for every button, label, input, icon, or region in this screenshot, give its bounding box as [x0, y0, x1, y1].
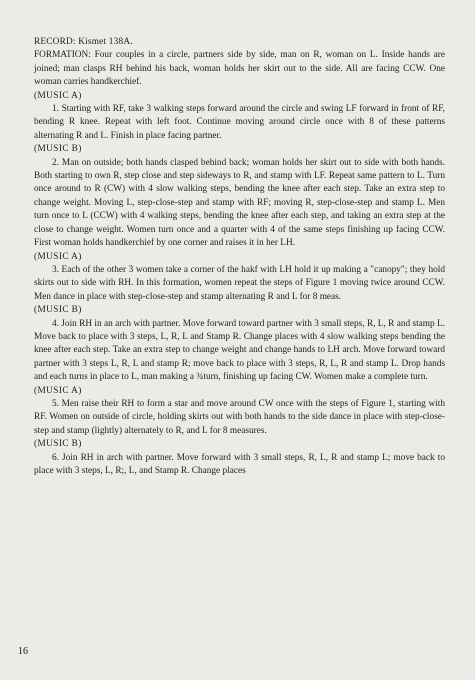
figure-6-paragraph: 6. Join RH in arch with partner. Move forward with 3 small steps, R, L, R and stamp L; move back to place with 3 steps, L, R;, L, and Stamp R. Change places — [34, 452, 445, 476]
music-heading: (MUSIC A) — [34, 385, 82, 396]
music-heading: (MUSIC A) — [34, 90, 82, 101]
formation-paragraph: FORMATION: Four couples in a circle, partners side by side, man on R, woman on L. Inside hands are joined; man clasps RH behind his back, woman holds her skirt out to the side. All are facing CCW. One woman carries handkerchief. — [34, 50, 445, 88]
figure-2-paragraph: 2. Man on outside; both hands clasped behind back; woman holds her skirt out to side with both hands. Both starting to own R, step close and step sideways to R, and stamp with LF. Repeat same pattern to L. Turn once around to R (CW) with 4 slow walking steps, bending the knee after each step. Take an extra step to change weight. Moving L, step-close-step and stamp with RF; moving R, step-close-step and stamp L. Men turn once to L (CCW) with 4 walking steps, bending the knee after each step, and taking an extra step at the close to change weight. Women turn once and a quarter with 4 of the same steps finishing up facing CCW. First woman holds handkerchief by one corner and raises it in her LH. — [34, 157, 445, 249]
music-heading: (MUSIC A) — [34, 251, 82, 262]
figure-4-paragraph: 4. Join RH in an arch with partner. Move forward toward partner with 3 small steps, R, L, R and stamp L. Move back to place with 3 steps, L, R, L and Stamp R. Change places with 4 slow walking steps bending the knee after each step. Take an extra step to change weight and change hands to LH arch. Move forward toward partner with 3 steps L, R, L and stamp R; move back to place with 3 steps, R, L, R and stamp L. Drop hands and each turns in place to L, man making a ¾turn, finishing up facing CW. Women make a complete turn. — [34, 318, 445, 383]
record-line: RECORD: Kismet 138A. — [34, 37, 133, 47]
figure-1-paragraph: 1. Starting with RF, take 3 walking steps forward around the circle and swing LF forward in front of RF, bending R knee. Repeat with left foot. Continue moving around circle once with 8 of these patterns alternating R and L. Finish in place facing partner. — [34, 104, 445, 141]
music-heading: (MUSIC B) — [34, 144, 82, 155]
figure-3-paragraph: 3. Each of the other 3 women take a corner of the hakf with LH hold it up making a "canopy"; they hold skirts out to side with RH. In this formation, women repeat the steps of Figure 1 moving twice around CCW. Men dance in place with step-close-step and stamp alternating R and L for 8 meas. — [34, 264, 445, 302]
figure-5-paragraph: 5. Men raise their RH to form a star and move around CW once with the steps of Figure 1, starting with RF. Women on outside of circle, holding skirts out with both hands to the side dance in place with step-close-step and stamp (lightly) alternately to R, and L for 8 measures. — [34, 398, 445, 436]
page-number: 16 — [18, 646, 28, 657]
music-heading: (MUSIC B) — [34, 439, 82, 450]
music-heading: (MUSIC B) — [34, 305, 82, 316]
